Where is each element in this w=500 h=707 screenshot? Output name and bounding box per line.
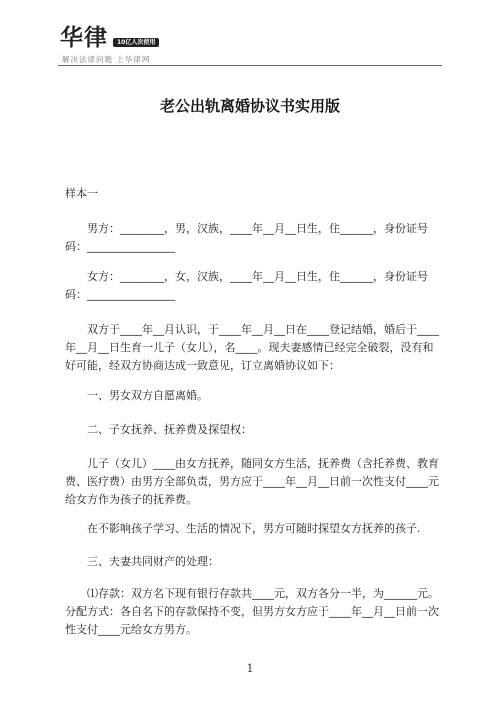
intro-paragraph: 双方于____年__月认识，于____年__月__日在____登记结婚，婚后于____年__月__日生育一儿子（女儿），名____。现夫妻感情已经完全破裂，没有和好可能，经双方协商达成一致意见，订立离婚协议如下： (65, 323, 439, 372)
sample-label: 样本一 (65, 187, 98, 200)
clause-3-heading: 三、夫妻共同财产的处理： (87, 555, 219, 568)
header-divider (58, 65, 442, 66)
site-header (60, 24, 442, 66)
clause-2-heading: 二、子女抚养、抚养费及探望权： (87, 423, 252, 436)
page-number: 1 (246, 662, 254, 675)
logo-tagline: 解决法律问题 上华律网 (62, 55, 151, 64)
visitation-paragraph: 在不影响孩子学习、生活的情况下，男方可随时探望女方抚养的孩子. (87, 522, 421, 535)
clause-1: 一、男女双方自愿离婚。 (87, 389, 208, 402)
male-party-line: 男方：________，男，汉族，____年__月__日生，住______，身份证号码：________________ (65, 222, 428, 253)
female-party-line: 女方：________，女，汉族，____年__月__日生，住______，身份证号码：________________ (65, 270, 428, 301)
custody-paragraph: 儿子（女儿）____由女方抚养，随同女方生活，抚养费（含托养费、教育费、医疗费）由男方全部负责，男方应于____年__月__日前一次性支付____元给女方作为孩子的抚养费。 (65, 457, 439, 506)
document-title: 老公出轨离婚协议书实用版 (159, 97, 340, 115)
savings-paragraph: ⑴存款：双方名下现有银行存款共____元，双方各分一半，为______元。分配方式：各自名下的存款保持不变，但男方女方应于____年__月__日前一次性支付____元给女方男方。 (65, 587, 439, 636)
logo[interactable]: 华律 (60, 25, 108, 51)
logo-badge: 10亿人次使用 (113, 38, 159, 47)
